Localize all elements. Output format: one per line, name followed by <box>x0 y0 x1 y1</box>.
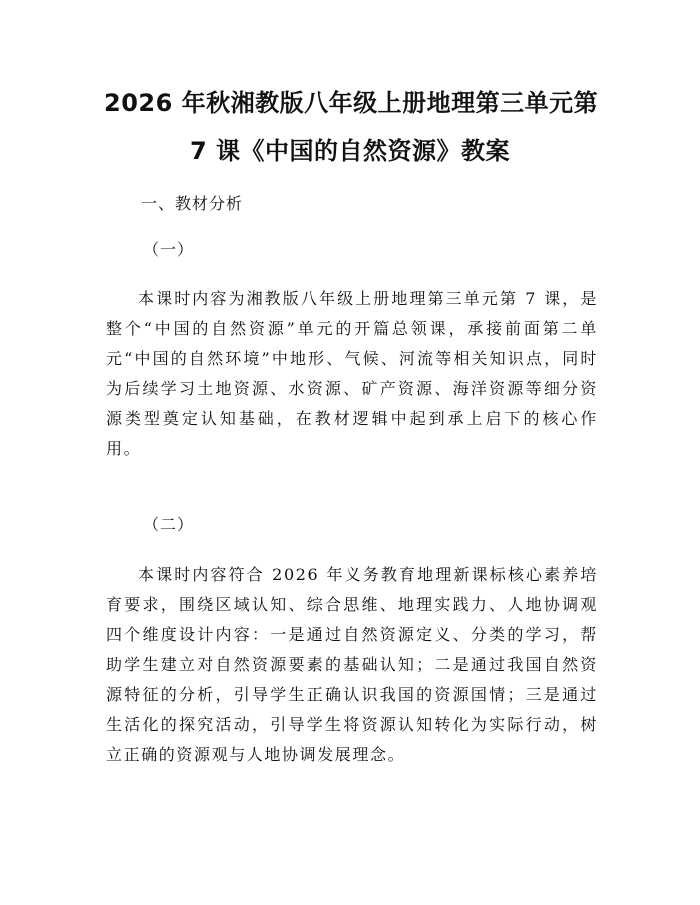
section-heading: 一、教材分析 <box>141 194 244 213</box>
subsection-1-label: （一） <box>143 240 195 259</box>
document-title-line-2: 7 课《中国的自然资源》教案 <box>189 137 511 165</box>
subsection-2-paragraph: 本课时内容符合 2026 年义务教育地理新课标核心素养培育要求，围绕区域认知、综合思维、地理实践力、人地协调观四个维度设计内容：一是通过自然资源定义、分类的学习，帮助学生建立对自然资源要素的基础认知；二是通过我国自然资源特征的分析，引导学生正确认识我国的资源国情；三是通过生活化的探究活动，引导学生将资源认知转化为实际行动，树立正确的资源观与人地协调发展理念。 <box>106 565 598 764</box>
document-title-line-1: 2026 年秋湘教版八年级上册地理第三单元第 <box>104 89 599 117</box>
subsection-1-paragraph: 本课时内容为湘教版八年级上册地理第三单元第 7 课，是整个“中国的自然资源”单元的开篇总领课，承接前面第二单元“中国的自然环境”中地形、气候、河流等相关知识点，同时为后续学习土地资源、水资源、矿产资源、海洋资源等细分资源类型奠定认知基础，在教材逻辑中起到承上启下的核心作用。 <box>106 289 598 458</box>
subsection-2-label: （二） <box>143 515 195 534</box>
